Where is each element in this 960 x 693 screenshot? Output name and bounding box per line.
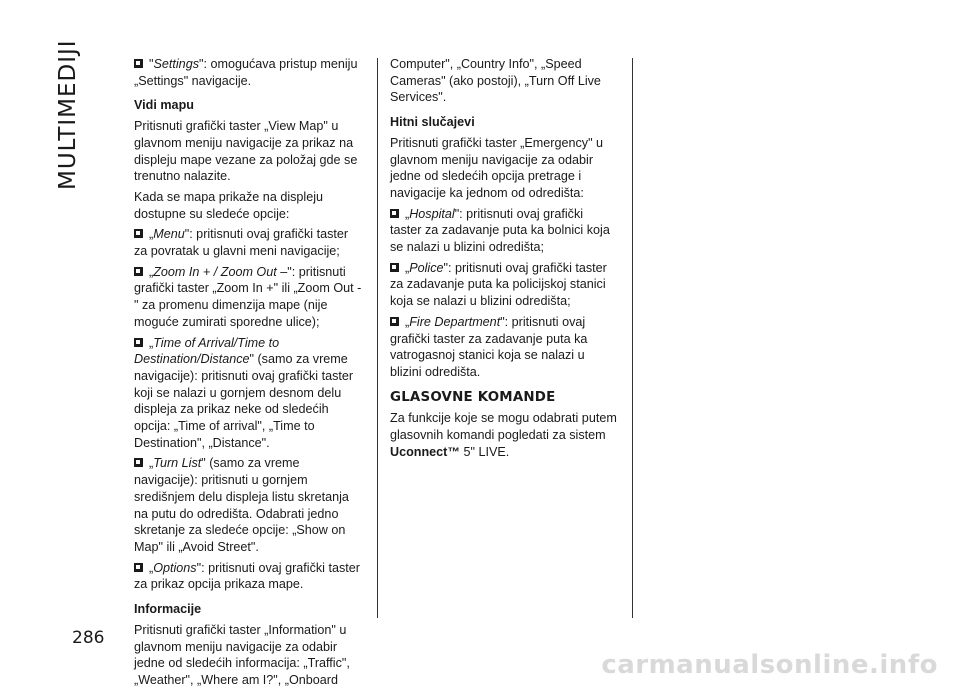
list-item-settings: "Settings": omogućava pristup meniju „Settings" navigacije.: [134, 57, 358, 88]
paragraph: Pritisnuti grafički taster „Emergency" u glavnom meniju navigacije za odabir jedne od sledećih opcija pretrage i navigacije ka jednom od odredišta:: [390, 135, 604, 200]
bullet-square-icon: [390, 209, 399, 218]
list-item-fire-department: „Fire Department": pritisnuti ovaj grafički taster za zadavanje puta ka vatrogasnoj stanici koja se nalazi u blizini odredišta.: [390, 314, 588, 379]
item-label: Options: [153, 560, 197, 575]
page-number: 286: [72, 628, 105, 648]
bullet-square-icon: [134, 59, 143, 68]
list-item-menu: „Menu": pritisnuti ovaj grafički taster za povratak u glavni meni navigacije;: [134, 227, 349, 259]
item-label: Fire Department: [409, 314, 501, 329]
list-item-hospital: „Hospital": pritisnuti ovaj grafički taster za zadavanje puta ka bolnici koja se nalazi u blizini odredišta;: [390, 206, 610, 255]
watermark: carmanualsonline.info: [601, 650, 938, 680]
list-item-options: „Options": pritisnuti ovaj grafički taster za prikaz opcija prikaza mape.: [134, 560, 360, 592]
item-label: Turn List: [153, 456, 202, 471]
paragraph: Pritisnuti grafički taster „View Map" u glavnom meniju navigacije za prikaz na displeju mape vezane za položaj gde se trenutno nalazite.: [134, 119, 358, 184]
bullet-square-icon: [390, 317, 399, 326]
bullet-square-icon: [134, 458, 143, 467]
bullet-square-icon: [134, 267, 143, 276]
item-label: Menu: [153, 227, 185, 242]
list-item-zoom: „Zoom In + / Zoom Out –": pritisnuti grafički taster „Zoom In +" ili „Zoom Out -" za promenu dimenzija mape (nije moguće zumirati sporedne ulice);: [134, 264, 362, 329]
bullet-square-icon: [390, 263, 399, 272]
item-label: Time of Arrival/Time to Destination/Distance: [134, 335, 280, 367]
column-left: [134, 56, 362, 693]
bullet-square-icon: [134, 563, 143, 572]
list-item-turn-list: „Turn List" (samo za vreme navigacije): pritisnuti u gornjem središnjem delu displeja listu skretanja na putu do odredišta. Odabrati jedno skretanje za sledeće opcije: „Show on Map" ili „Avoid Street".: [134, 456, 349, 554]
heading-view-map: Vidi mapu: [134, 98, 194, 113]
paragraph: Kada se mapa prikaže na displeju dostupne su sledeće opcije:: [134, 189, 324, 221]
bullet-square-icon: [134, 229, 143, 238]
item-label: Police: [409, 260, 444, 275]
list-item-arrival: „Time of Arrival/Time to Destination/Distance" (samo za vreme navigacije): pritisnuti ovaj grafički taster koji se nalazi u gornjem desnom delu displeja za prikaz neke od sledećih opcija: „Time of arrival", „Time to Destination", „Distance".: [134, 335, 354, 450]
section-title: MULTIMEDIJI: [55, 39, 81, 190]
list-item-police: „Police": pritisnuti ovaj grafički taster za zadavanje puta ka policijskoj stanici koja se nalazi u blizini odredišta;: [390, 260, 607, 309]
paragraph: Pritisnuti grafički taster „Information" u glavnom meniju navigacije za odabir jedne od sledećih informacija: „Traffic", „Weather", „Where am I?", „Onboard: [134, 622, 350, 687]
column-divider-right: [632, 58, 633, 618]
bullet-square-icon: [134, 338, 143, 347]
paragraph-voice: Za funkcije koje se mogu odabrati putem glasovnih komandi pogledati za sistem Uconnect™ 5" LIVE.: [390, 411, 617, 459]
paragraph: Computer", „Country Info", „Speed Cameras" (ako postoji), „Turn Off Live Services".: [390, 57, 601, 105]
column-right: [390, 56, 618, 464]
column-divider-left: [377, 58, 378, 618]
brand-name: Uconnect™: [390, 444, 460, 459]
heading-information: Informacije: [134, 602, 202, 617]
item-label: Zoom In + / Zoom Out –: [153, 264, 288, 279]
item-label: Settings: [153, 57, 199, 71]
heading-voice-commands: GLASOVNE KOMANDE: [390, 389, 556, 405]
item-label: Hospital: [409, 206, 455, 221]
heading-emergency: Hitni slučajevi: [390, 115, 475, 130]
